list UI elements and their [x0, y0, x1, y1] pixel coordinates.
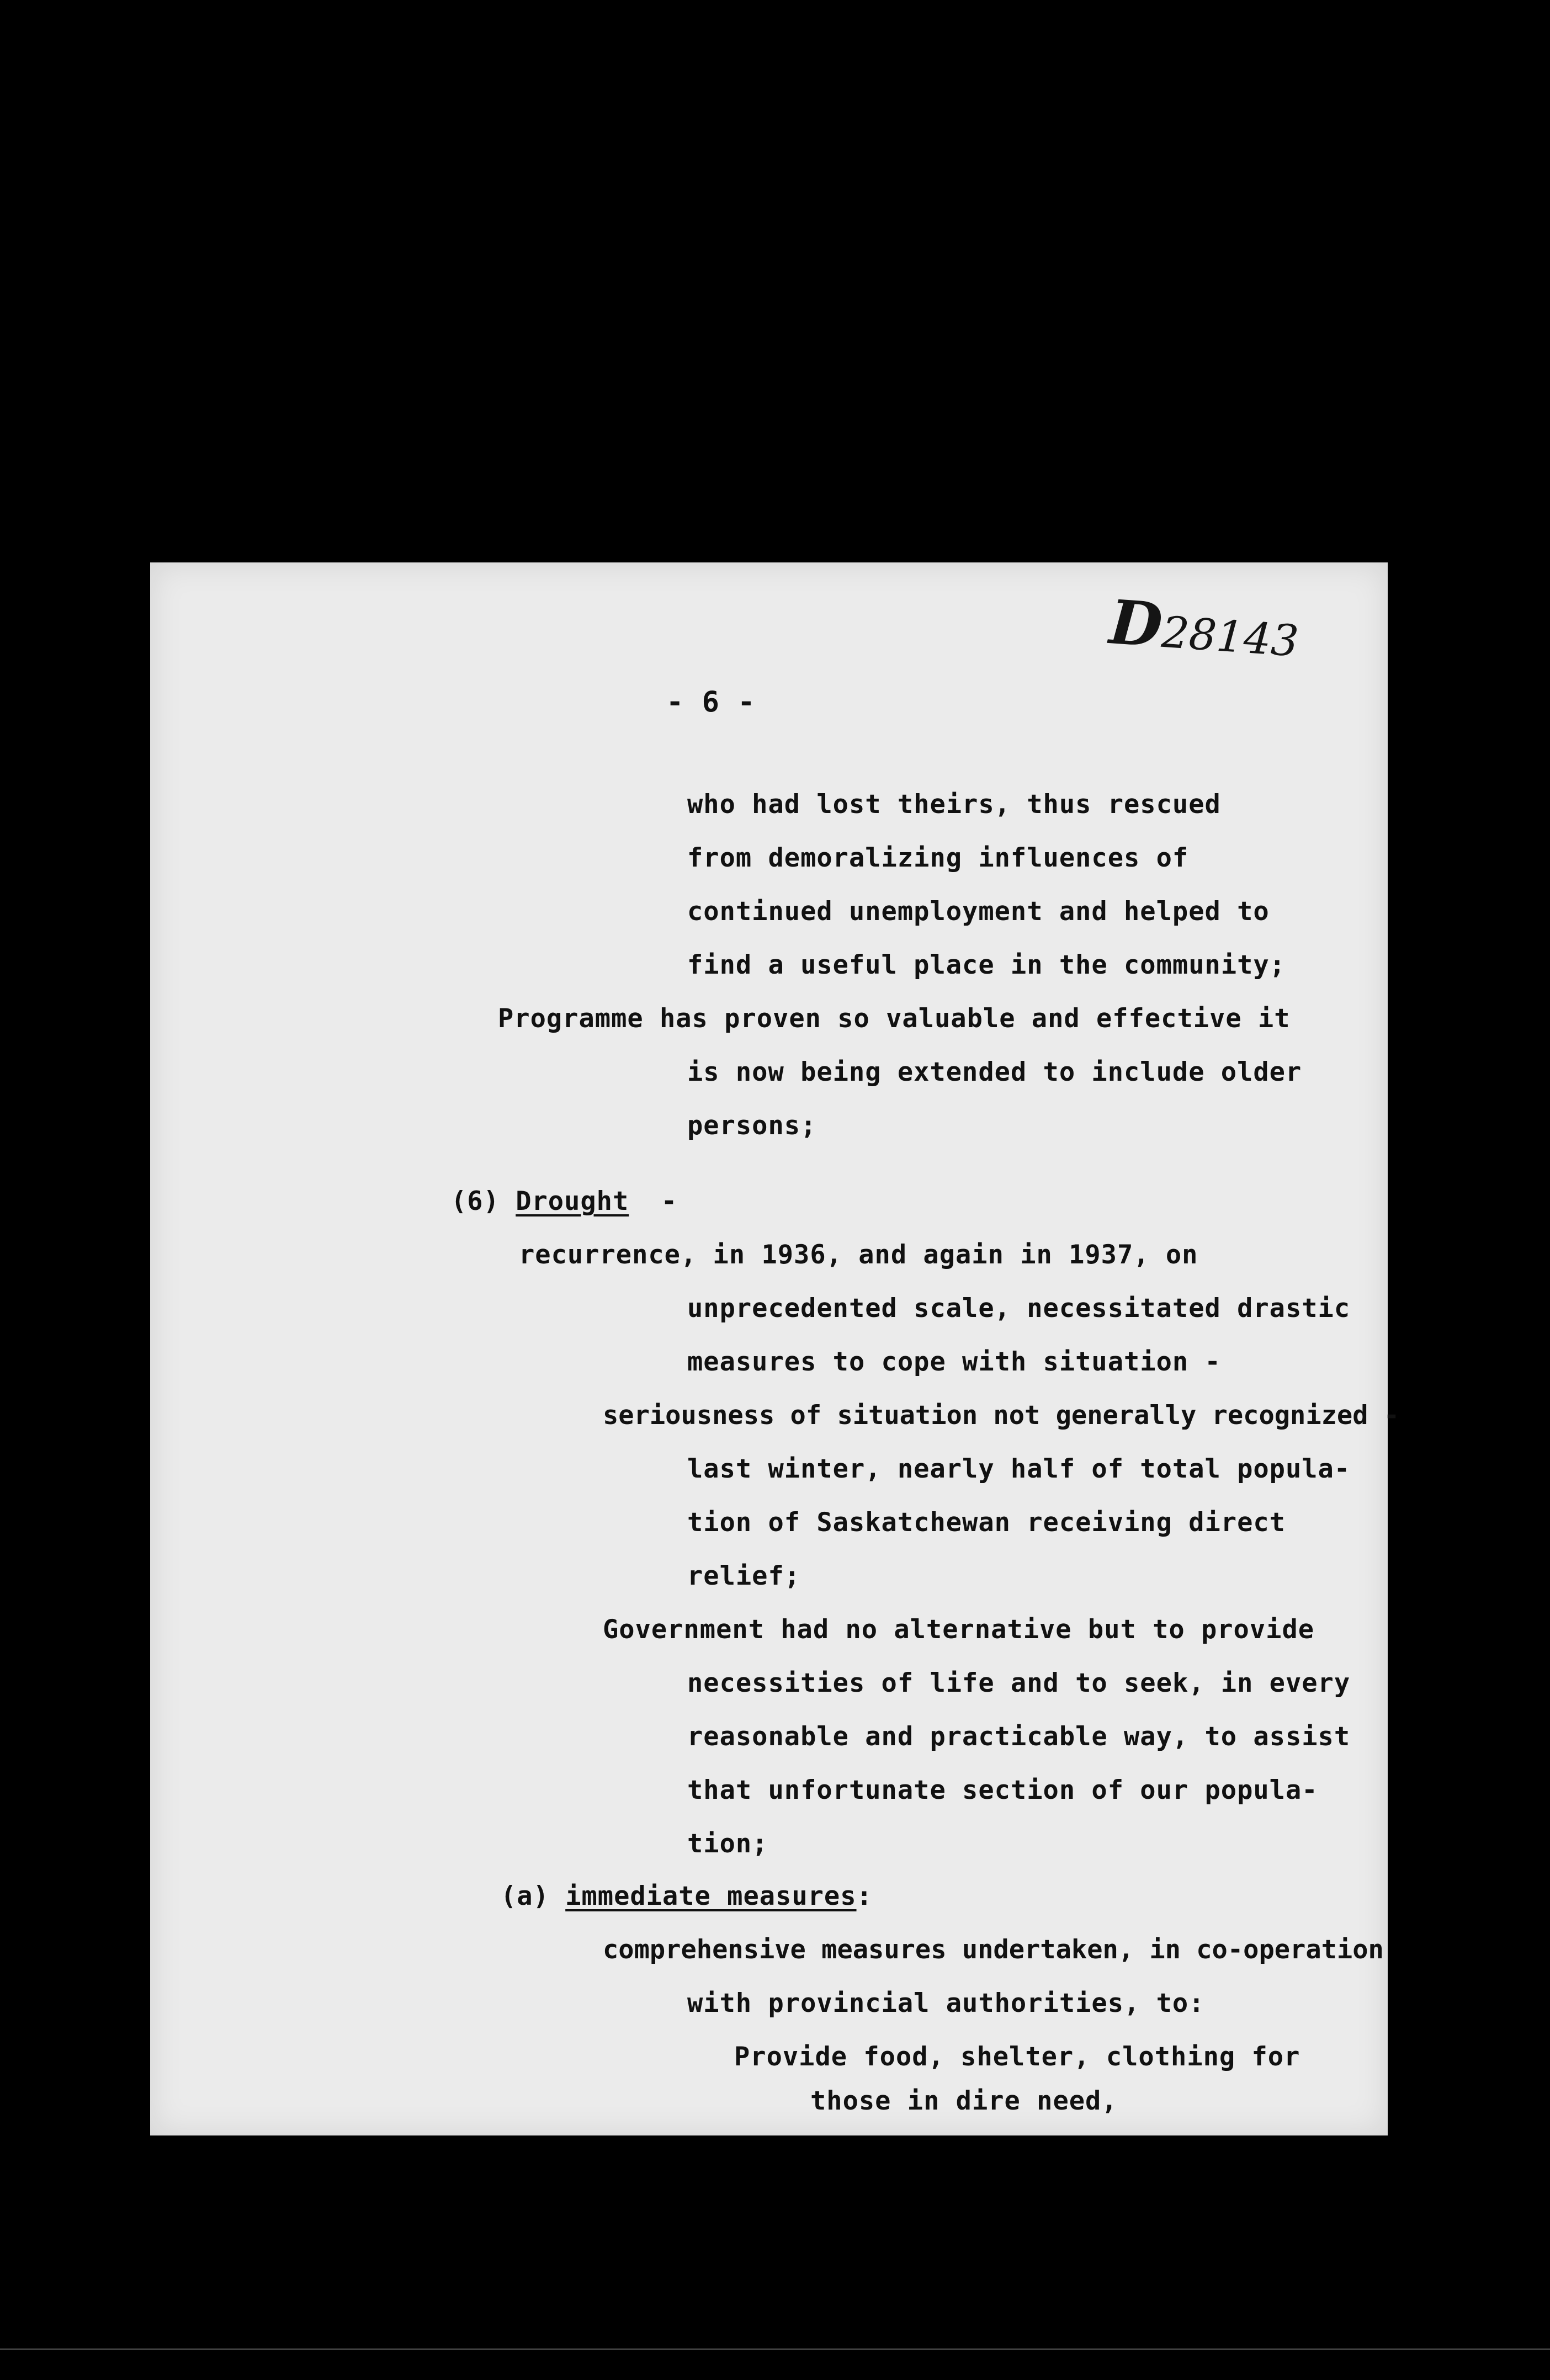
page-number: - 6 - — [666, 686, 756, 719]
text-line: reasonable and practicable way, to assist — [687, 1722, 1351, 1752]
text-line: continued unemployment and helped to — [687, 896, 1270, 927]
text-line: seriousness of situation not generally recognized - — [603, 1400, 1400, 1431]
section-title: Drought — [516, 1186, 629, 1216]
section-number: (6) — [451, 1186, 500, 1216]
stamp-number: 28143 — [1160, 607, 1300, 667]
section-dash: - — [661, 1186, 678, 1216]
text-line: tion of Saskatchewan receiving direct — [687, 1507, 1286, 1538]
text-line: find a useful place in the community; — [687, 950, 1286, 980]
text-line: comprehensive measures undertaken, in co-operation — [603, 1935, 1384, 1965]
text-line: is now being extended to include older — [687, 1057, 1302, 1087]
text-line: Provide food, shelter, clothing for — [734, 2042, 1300, 2072]
text-line: unprecedented scale, necessitated drastic — [687, 1293, 1351, 1324]
text-line: those in dire need, — [810, 2086, 1118, 2116]
text-line: Government had no alternative but to provide — [603, 1614, 1315, 1645]
subsection-title: immediate measures — [565, 1881, 857, 1911]
text-line: relief; — [687, 1561, 801, 1591]
archive-stamp — [1107, 586, 1302, 671]
text-line: with provincial authorities, to: — [687, 1988, 1205, 2018]
text-line: recurrence, in 1936, and again in 1937, on — [519, 1240, 1198, 1270]
text-line: who had lost theirs, thus rescued — [687, 789, 1221, 820]
subsection-colon: : — [856, 1881, 873, 1911]
text-line: persons; — [687, 1111, 817, 1141]
text-line: that unfortunate section of our popula- — [687, 1775, 1318, 1805]
section-heading — [451, 1188, 677, 1214]
text-line: Programme has proven so valuable and effective it — [498, 1003, 1291, 1034]
divider — [0, 2349, 1550, 2350]
document-page — [150, 562, 1400, 2135]
subsection-label: (a) — [501, 1881, 549, 1911]
text-line: last winter, nearly half of total popula- — [687, 1454, 1351, 1484]
text-line: tion; — [687, 1829, 768, 1859]
stamp-letter: D — [1107, 586, 1165, 661]
text-line: from demoralizing influences of — [687, 843, 1189, 873]
text-line: necessities of life and to seek, in every — [687, 1668, 1351, 1698]
text-line: measures to cope with situation - — [687, 1347, 1221, 1377]
subsection-heading — [501, 1883, 873, 1909]
